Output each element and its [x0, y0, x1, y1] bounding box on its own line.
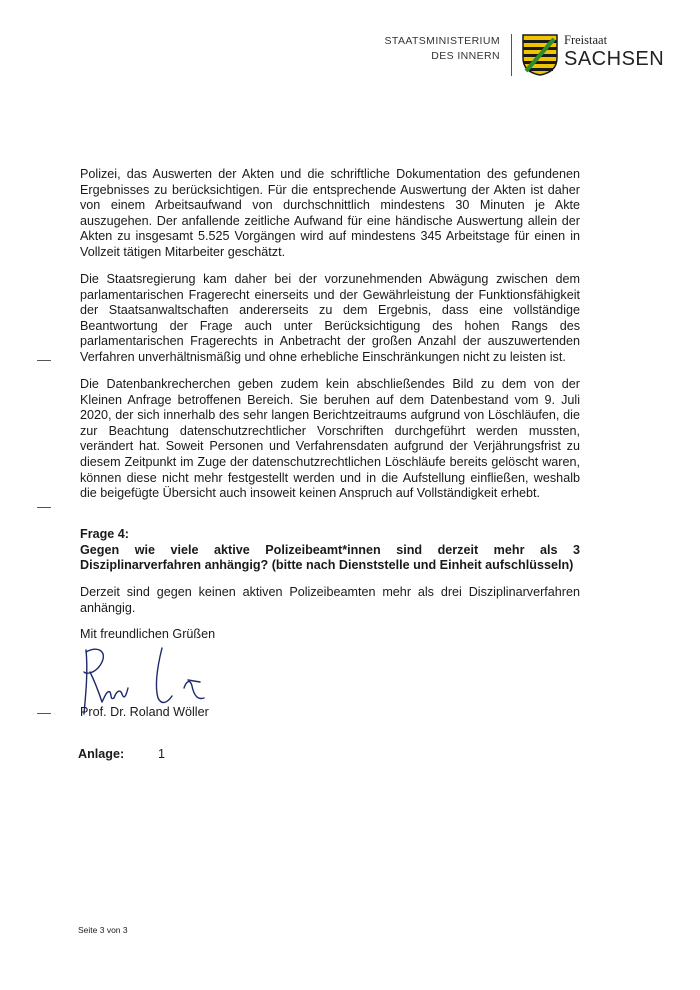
question-label: Frage 4: — [80, 527, 129, 541]
attachment-label: Anlage: — [78, 747, 125, 761]
paragraph-text: Polizei, das Auswerten der Akten und die schriftliche Dokumentation des gefundenen Ergebnisses zu berücksichtigen. Für die entsprechende Auswertung der Akten ist daher von einem Arbeitsaufwand von durchschnittlich mindestens 30 Minuten je Akte auszugehen. Der anfallende zeitliche Aufwand für eine händische Auswertung allein der Akten zu insgesamt 5.525 Vorgängen wird auf mindestens 345 Arbeitstage für einen in Vollzeit tätigen Mitarbeiter geschätzt. — [80, 167, 580, 259]
ministry-name — [385, 34, 501, 64]
signer-name — [80, 705, 580, 721]
body-paragraph-2 — [80, 272, 580, 366]
paragraph-text: Die Staatsregierung kam daher bei der vorzunehmenden Abwägung zwischen dem parlamentarischen Fragerecht einerseits und der Gewährleistung der Funktionsfähigkeit der Staatsanwaltschaften andererseits zu dem Ergebnis, dass eine vollständige Beantwortung der Frage auch unter Berücksichtigung des hohen Rangs des parlamentarischen Fragerechts in Anbetracht der großen Anzahl der auszuwertenden Verfahren unverhältnismäßig und ohne erhebliche Einschränkungen nicht zu leisten ist. — [80, 272, 580, 364]
saxony-crest-icon — [522, 34, 558, 76]
fold-mark — [37, 507, 51, 508]
state-name — [564, 34, 676, 71]
answer-4 — [80, 585, 580, 616]
header-divider — [511, 34, 512, 76]
ministry-line-1: STAATSMINISTERIUM — [384, 35, 500, 47]
ministry-line-2: DES INNERN — [431, 50, 500, 62]
paragraph-text: Die Datenbankrecherchen geben zudem kein abschließendes Bild zu dem von der Kleinen Anfrage betroffenen Bereich. Sie beruhen auf dem Datenbestand vom 9. Juli 2020, der sich innerhalb des sehr langen Berichtzeitraums aufgrund von Löschläufen, die zur Beachtung datenschutzrechtlicher Vorschriften durchgeführt werden mussten, verändert hat. Soweit Personen und Verfahrensdaten aufgrund der Verjährungsfrist zu diesem Zeitpunkt im Zuge der datenschutzrechtlichen Löschläufe bereits gelöscht waren, können diese nicht mehr festgestellt werden und in die Aufstellung einfließen, weshalb die beigefügte Übersicht auch insoweit keinen Anspruch auf Vollständigkeit erhebt. — [80, 377, 580, 501]
attachment-count: 1 — [158, 747, 166, 761]
body-paragraph-3 — [80, 377, 580, 502]
fold-mark — [37, 360, 51, 361]
question-text: Gegen wie viele aktive Polizeibeamt*innen sind derzeit mehr als 3 Disziplinarverfahren anhängig? (bitte nach Dienststelle und Einheit aufschlüsseln) — [80, 542, 580, 573]
fold-mark — [37, 713, 51, 714]
closing-text: Mit freundlichen Grüßen — [80, 627, 216, 641]
signer-text: Prof. Dr. Roland Wöller — [80, 705, 209, 719]
letterhead — [376, 34, 676, 78]
state-label-small: Freistaat — [564, 33, 608, 47]
question-4 — [80, 527, 580, 574]
body-paragraph-1 — [80, 167, 580, 261]
answer-text: Derzeit sind gegen keinen aktiven Polizeibeamten mehr als drei Disziplinarverfahren anhängig. — [80, 585, 580, 615]
page-number: Seite 3 von 3 — [78, 925, 128, 935]
state-label-big: SACHSEN — [564, 48, 665, 70]
